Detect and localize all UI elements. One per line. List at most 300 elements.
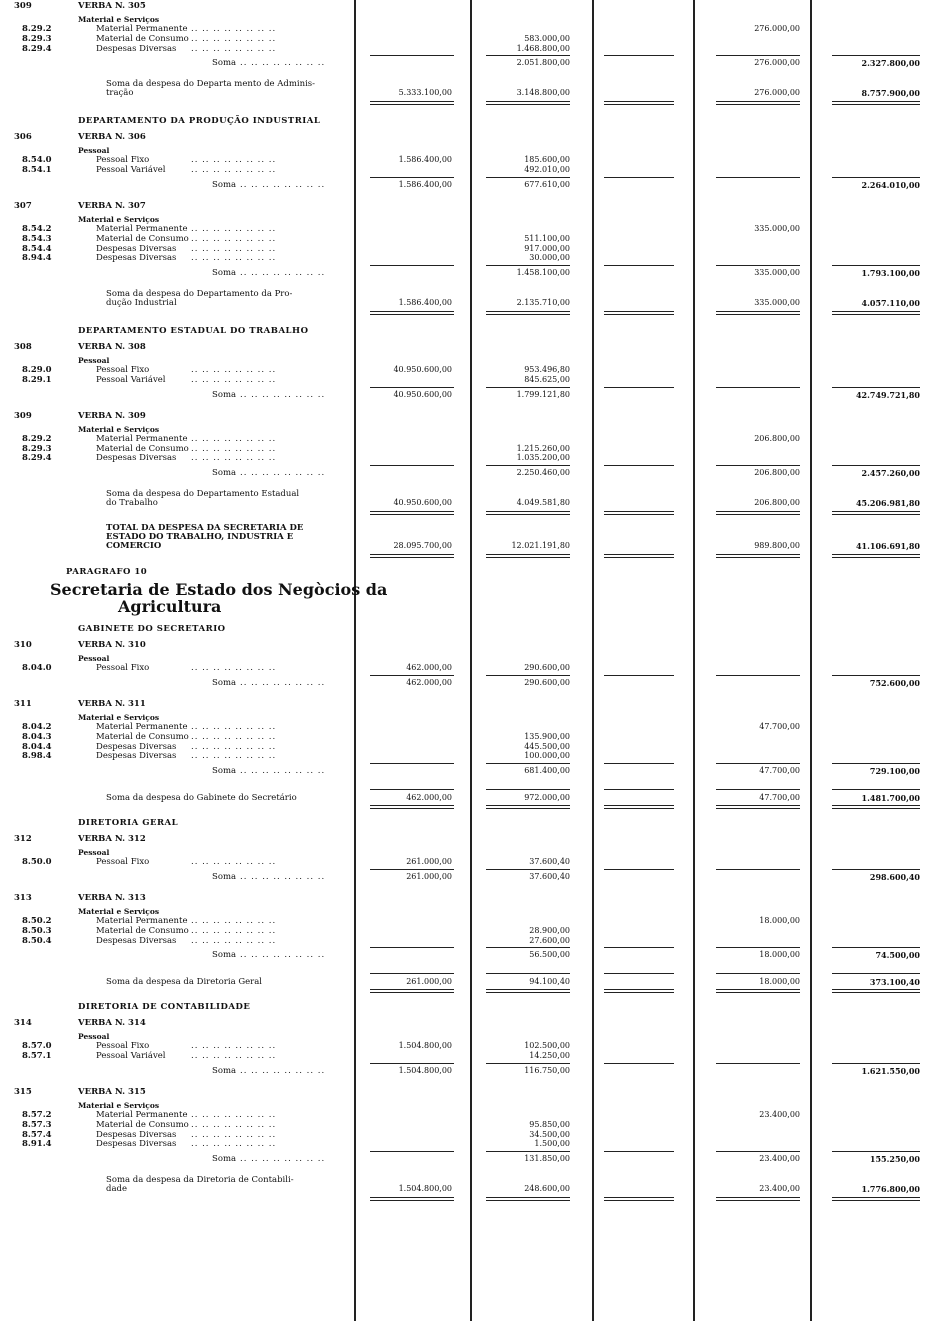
amount-c3: 135.900,00 — [524, 731, 570, 741]
soma-label: Soma — [212, 58, 237, 69]
sum-rule — [486, 101, 570, 102]
leader-dots: .. .. .. .. .. .. .. .. — [191, 857, 277, 868]
sum-rule — [370, 511, 454, 512]
verba-heading: VERBA N. 309 — [78, 410, 146, 421]
leader-dots: .. .. .. .. .. .. .. .. — [191, 663, 277, 674]
leader-dots: .. .. .. .. .. .. .. .. — [240, 678, 326, 688]
amount-c3: 511.100,00 — [524, 233, 570, 243]
line-label: Pessoal Fixo — [96, 365, 150, 376]
line-label: Material Permanente — [96, 433, 188, 444]
line-label: Material Permanente — [96, 1110, 188, 1120]
sum-rule — [370, 55, 454, 56]
amount-c3: 2.250.460,00 — [516, 468, 570, 478]
amount-c2: 5.333.100,00 — [398, 88, 452, 98]
sum-rule — [832, 265, 920, 266]
line-label: Despesas Diversas — [96, 43, 177, 54]
sum-rule — [370, 177, 454, 178]
line-label: Despesas Diversas — [96, 741, 177, 752]
sum-rule — [486, 465, 570, 466]
sum-rule — [604, 101, 674, 102]
amount-c6: 276.000,00 — [754, 24, 800, 33]
amount-c2: 1.586.400,00 — [398, 298, 452, 308]
line-label: Material Permanente — [96, 722, 188, 732]
leader-dots: .. .. .. .. .. .. .. .. — [191, 155, 277, 166]
sum-rule — [716, 763, 800, 764]
subsection-label: Material e Serviços — [78, 1101, 160, 1110]
subsection-label: Pessoal — [78, 146, 110, 156]
line-code: 8.50.2 — [22, 916, 52, 926]
sum-rule — [832, 514, 920, 515]
amount-c7: 2.457.260,00 — [861, 468, 920, 479]
sum-rule — [604, 989, 674, 990]
amount-c3: 1.468.800,00 — [516, 43, 570, 53]
amount-c7: 298.600,40 — [869, 872, 920, 882]
line-label: Pessoal Fixo — [96, 1041, 150, 1052]
sum-rule — [370, 789, 454, 790]
line-code: 8.29.4 — [22, 43, 52, 54]
amount-c2: 40.950.600,00 — [393, 498, 452, 508]
column-rule — [592, 0, 594, 1321]
subsection-label: Pessoal — [78, 654, 110, 664]
sum-rule — [370, 973, 454, 974]
amount-c2: 1.586.400,00 — [398, 180, 452, 189]
item-code: 313 — [14, 893, 32, 903]
line-code: 8.29.3 — [22, 443, 52, 454]
leader-dots: .. .. .. .. .. .. .. .. — [191, 165, 277, 176]
amount-c6: 276.000,00 — [754, 58, 800, 68]
amount-c6: 206.800,00 — [754, 433, 800, 443]
line-label: Pessoal Variável — [96, 1051, 166, 1062]
line-label: Despesas Diversas — [96, 243, 177, 254]
sum-rule — [370, 989, 454, 990]
line-label: Material de Consumo — [96, 33, 189, 44]
department-heading: DIRETORIA GERAL — [78, 818, 179, 829]
amount-c3: 102.500,00 — [524, 1041, 570, 1051]
amount-c6: 23.400,00 — [759, 1184, 800, 1194]
line-code: 8.57.0 — [22, 1041, 52, 1052]
subsection-label: Pessoal — [78, 848, 110, 858]
amount-c3: 28.900,00 — [529, 925, 570, 935]
sum-rule — [370, 1063, 454, 1064]
sum-rule — [486, 104, 570, 105]
leader-dots: .. .. .. .. .. .. .. .. — [191, 1139, 277, 1150]
leader-dots: .. .. .. .. .. .. .. .. — [240, 1154, 326, 1165]
sum-rule — [716, 101, 800, 102]
item-code: 310 — [14, 640, 32, 651]
amount-c3: 94.100,40 — [529, 977, 570, 987]
sum-rule — [832, 387, 920, 388]
amount-c3: 248.600,00 — [524, 1184, 570, 1194]
amount-c3: 95.850,00 — [529, 1119, 570, 1129]
sum-rule — [486, 265, 570, 266]
sum-rule — [370, 387, 454, 388]
total-label: Soma da despesa da Diretoria de Contabili- — [106, 1175, 294, 1186]
sum-rule — [716, 808, 800, 809]
sum-rule — [716, 1063, 800, 1064]
amount-c3: 37.600,40 — [529, 857, 570, 867]
amount-c6: 989.800,00 — [754, 541, 800, 551]
grand-total-label: ESTADO DO TRABALHO, INDUSTRIA E — [106, 532, 294, 543]
soma-label: Soma — [212, 872, 237, 882]
amount-c3: 27.600,00 — [529, 935, 570, 945]
line-code: 8.98.4 — [22, 751, 52, 762]
sum-rule — [370, 763, 454, 764]
secretariat-title: Secretaria de Estado dos Negòcios da — [50, 580, 388, 600]
sum-rule — [716, 992, 800, 993]
line-code: 8.57.1 — [22, 1051, 52, 1062]
item-code: 314 — [14, 1018, 32, 1029]
line-label: Material Permanente — [96, 916, 188, 926]
amount-c7: 1.776.800,00 — [861, 1184, 920, 1195]
sum-rule — [716, 265, 800, 266]
item-code: 312 — [14, 834, 32, 845]
leader-dots: .. .. .. .. .. .. .. .. — [191, 1051, 277, 1062]
amount-c3: 972.000,00 — [524, 793, 570, 803]
amount-c7: 752.600,00 — [869, 678, 920, 688]
amount-c3: 917.000,00 — [524, 243, 570, 253]
amount-c3: 2.051.800,00 — [516, 58, 570, 68]
sum-rule — [832, 947, 920, 948]
subsection-label: Material e Serviços — [78, 424, 160, 434]
amount-c2: 28.095.700,00 — [393, 541, 452, 551]
item-code: 309 — [14, 1, 32, 11]
sum-rule — [486, 177, 570, 178]
line-label: Despesas Diversas — [96, 453, 177, 464]
line-code: 8.29.3 — [22, 33, 52, 44]
subsection-label: Pessoal — [78, 1032, 110, 1042]
column-rule — [354, 0, 356, 1321]
sum-rule — [370, 104, 454, 105]
leader-dots: .. .. .. .. .. .. .. .. — [240, 872, 326, 882]
leader-dots: .. .. .. .. .. .. .. .. — [191, 1041, 277, 1052]
soma-label: Soma — [212, 766, 237, 777]
line-code: 8.54.2 — [22, 224, 52, 234]
sum-rule — [716, 554, 800, 555]
line-label: Despesas Diversas — [96, 1129, 177, 1140]
sum-rule — [604, 554, 674, 555]
line-code: 8.04.4 — [22, 741, 52, 752]
line-code: 8.29.4 — [22, 453, 52, 464]
sum-rule — [832, 557, 920, 558]
subsection-label: Pessoal — [78, 356, 110, 366]
amount-c3: 30.000,00 — [529, 253, 570, 263]
amount-c7: 41.106.691,80 — [855, 541, 920, 552]
sum-rule — [832, 973, 920, 974]
amount-c3: 116.750,00 — [524, 1066, 570, 1075]
sum-rule — [604, 1197, 674, 1198]
sum-rule — [604, 514, 674, 515]
sum-rule — [716, 314, 800, 315]
amount-c2: 261.000,00 — [406, 977, 452, 987]
total-label: dução Industrial — [106, 298, 177, 309]
sum-rule — [370, 314, 454, 315]
soma-label: Soma — [212, 268, 237, 279]
leader-dots: .. .. .. .. .. .. .. .. — [191, 33, 277, 44]
sum-rule — [486, 989, 570, 990]
sum-rule — [716, 789, 800, 790]
amount-c3: 677.610,00 — [524, 180, 570, 189]
sum-rule — [486, 675, 570, 676]
sum-rule — [486, 314, 570, 315]
sum-rule — [604, 55, 674, 56]
line-code: 8.91.4 — [22, 1139, 52, 1150]
sum-rule — [486, 55, 570, 56]
sum-rule — [716, 869, 800, 870]
soma-label: Soma — [212, 180, 237, 190]
sum-rule — [832, 177, 920, 178]
leader-dots: .. .. .. .. .. .. .. .. — [240, 468, 326, 479]
sum-rule — [716, 675, 800, 676]
leader-dots: .. .. .. .. .. .. .. .. — [240, 268, 326, 279]
amount-c2: 261.000,00 — [406, 857, 452, 867]
line-code: 8.57.3 — [22, 1119, 52, 1130]
soma-label: Soma — [212, 468, 237, 479]
amount-c6: 335.000,00 — [754, 268, 800, 278]
sum-rule — [370, 1197, 454, 1198]
verba-heading: VERBA N. 310 — [78, 640, 146, 651]
sum-rule — [486, 808, 570, 809]
sum-rule — [716, 104, 800, 105]
subsection-label: Material e Serviços — [78, 907, 160, 916]
line-label: Pessoal Variável — [96, 165, 166, 176]
department-heading: DIRETORIA DE CONTABILIDADE — [78, 1002, 251, 1013]
sum-rule — [370, 265, 454, 266]
sum-rule — [370, 465, 454, 466]
amount-c3: 1.799.121,80 — [516, 389, 570, 399]
sum-rule — [832, 992, 920, 993]
sum-rule — [716, 311, 800, 312]
amount-c3: 4.049.581,80 — [516, 498, 570, 508]
leader-dots: .. .. .. .. .. .. .. .. — [191, 751, 277, 762]
leader-dots: .. .. .. .. .. .. .. .. — [240, 180, 326, 190]
sum-rule — [604, 675, 674, 676]
amount-c3: 37.600,40 — [529, 872, 570, 881]
sum-rule — [832, 805, 920, 806]
leader-dots: .. .. .. .. .. .. .. .. — [191, 243, 277, 254]
amount-c2: 462.000,00 — [406, 793, 452, 803]
line-label: Pessoal Fixo — [96, 857, 150, 868]
soma-label: Soma — [212, 1154, 237, 1165]
amount-c7: 373.100,40 — [869, 977, 920, 988]
total-label: do Trabalho — [106, 498, 158, 509]
leader-dots: .. .. .. .. .. .. .. .. — [191, 43, 277, 54]
line-label: Material de Consumo — [96, 1119, 189, 1130]
amount-c3: 12.021.191,80 — [511, 541, 570, 551]
line-code: 8.50.3 — [22, 925, 52, 936]
sum-rule — [604, 177, 674, 178]
amount-c7: 42.749.721,80 — [855, 389, 920, 400]
amount-c3: 3.148.800,00 — [516, 88, 570, 98]
amount-c3: 34.500,00 — [529, 1129, 570, 1139]
grand-total-label: TOTAL DA DESPESA DA SECRETARIA DE — [106, 523, 304, 534]
sum-rule — [832, 789, 920, 790]
line-label: Despesas Diversas — [96, 253, 177, 264]
leader-dots: .. .. .. .. .. .. .. .. — [191, 1129, 277, 1140]
sum-rule — [486, 1151, 570, 1152]
total-label: Soma da despesa da Diretoria Geral — [106, 977, 263, 988]
amount-c3: 14.250,00 — [529, 1051, 570, 1061]
amount-c2: 1.504.800,00 — [398, 1184, 452, 1194]
sum-rule — [832, 989, 920, 990]
amount-c7: 1.793.100,00 — [861, 268, 920, 279]
sum-rule — [604, 869, 674, 870]
amount-c3: 953.496,80 — [524, 365, 570, 375]
amount-c7: 74.500,00 — [875, 950, 920, 961]
sum-rule — [832, 511, 920, 512]
verba-heading: VERBA N. 312 — [78, 834, 146, 845]
leader-dots: .. .. .. .. .. .. .. .. — [191, 433, 277, 444]
total-label: Soma da despesa do Gabinete do Secretário — [106, 793, 297, 804]
line-code: 8.04.3 — [22, 731, 52, 742]
sum-rule — [604, 511, 674, 512]
soma-label: Soma — [212, 1066, 237, 1076]
sum-rule — [716, 805, 800, 806]
sum-rule — [604, 1063, 674, 1064]
sum-rule — [370, 557, 454, 558]
sum-rule — [370, 514, 454, 515]
leader-dots: .. .. .. .. .. .. .. .. — [191, 443, 277, 454]
leader-dots: .. .. .. .. .. .. .. .. — [191, 375, 277, 385]
line-label: Pessoal Fixo — [96, 663, 150, 674]
amount-c6: 276.000,00 — [754, 88, 800, 98]
amount-c6: 47.700,00 — [759, 766, 800, 776]
line-code: 8.54.3 — [22, 233, 52, 244]
sum-rule — [486, 557, 570, 558]
department-heading: DEPARTAMENTO DA PRODUÇÃO INDUSTRIAL — [78, 116, 321, 127]
line-label: Material de Consumo — [96, 925, 189, 936]
sum-rule — [370, 805, 454, 806]
amount-c3: 681.400,00 — [524, 766, 570, 776]
amount-c6: 206.800,00 — [754, 468, 800, 478]
total-label: Soma da despesa do Departa mento de Adminis- — [106, 79, 316, 90]
sum-rule — [716, 1200, 800, 1201]
sum-rule — [370, 869, 454, 870]
sum-rule — [832, 1151, 920, 1152]
line-code: 8.04.0 — [22, 663, 52, 674]
sum-rule — [370, 311, 454, 312]
amount-c2: 1.504.800,00 — [398, 1041, 452, 1051]
sum-rule — [832, 1197, 920, 1198]
sum-rule — [716, 465, 800, 466]
sum-rule — [716, 947, 800, 948]
sum-rule — [716, 387, 800, 388]
line-label: Material Permanente — [96, 24, 188, 34]
leader-dots: .. .. .. .. .. .. .. .. — [191, 1110, 277, 1120]
amount-c7: 729.100,00 — [869, 766, 920, 777]
sum-rule — [716, 55, 800, 56]
amount-c7: 1.621.550,00 — [861, 1066, 920, 1076]
sum-rule — [604, 763, 674, 764]
amount-c3: 845.625,00 — [524, 375, 570, 384]
amount-c6: 335.000,00 — [754, 224, 800, 233]
leader-dots: .. .. .. .. .. .. .. .. — [191, 741, 277, 752]
leader-dots: .. .. .. .. .. .. .. .. — [191, 365, 277, 376]
sum-rule — [604, 1151, 674, 1152]
amount-c3: 1.500,00 — [534, 1139, 570, 1149]
verba-heading: VERBA N. 314 — [78, 1018, 146, 1029]
sum-rule — [486, 1197, 570, 1198]
soma-label: Soma — [212, 950, 237, 961]
amount-c3: 2.135.710,00 — [516, 298, 570, 308]
verba-heading: VERBA N. 306 — [78, 132, 146, 143]
leader-dots: .. .. .. .. .. .. .. .. — [191, 224, 277, 234]
soma-label: Soma — [212, 389, 237, 400]
verba-heading: VERBA N. 307 — [78, 201, 146, 211]
sum-rule — [832, 675, 920, 676]
subsection-label: Material e Serviços — [78, 15, 160, 24]
soma-label: Soma — [212, 678, 237, 688]
secretariat-title: Agricultura — [118, 597, 222, 617]
amount-c6: 206.800,00 — [754, 498, 800, 508]
amount-c3: 100.000,00 — [524, 751, 570, 761]
amount-c2: 462.000,00 — [406, 663, 452, 673]
line-label: Pessoal Variável — [96, 375, 166, 385]
amount-c3: 56.500,00 — [529, 950, 570, 960]
department-heading: GABINETE DO SECRETARIO — [78, 624, 226, 635]
sum-rule — [370, 992, 454, 993]
leader-dots: .. .. .. .. .. .. .. .. — [240, 950, 326, 961]
amount-c2: 462.000,00 — [406, 678, 452, 687]
leader-dots: .. .. .. .. .. .. .. .. — [191, 453, 277, 464]
line-code: 8.50.4 — [22, 935, 52, 946]
leader-dots: .. .. .. .. .. .. .. .. — [191, 233, 277, 244]
amount-c3: 445.500,00 — [524, 741, 570, 751]
sum-rule — [486, 1200, 570, 1201]
amount-c3: 1.035.200,00 — [516, 453, 570, 463]
amount-c3: 131.850,00 — [524, 1154, 570, 1164]
leader-dots: .. .. .. .. .. .. .. .. — [240, 389, 326, 400]
sum-rule — [486, 869, 570, 870]
amount-c2: 1.504.800,00 — [398, 1066, 452, 1075]
sum-rule — [716, 973, 800, 974]
sum-rule — [716, 1197, 800, 1198]
sum-rule — [604, 465, 674, 466]
line-code: 8.29.2 — [22, 24, 52, 34]
sum-rule — [604, 1200, 674, 1201]
amount-c3: 492.010,00 — [524, 165, 570, 175]
sum-rule — [486, 511, 570, 512]
amount-c3: 290.600,00 — [524, 678, 570, 687]
amount-c6: 18.000,00 — [759, 977, 800, 987]
leader-dots: .. .. .. .. .. .. .. .. — [191, 925, 277, 936]
leader-dots: .. .. .. .. .. .. .. .. — [191, 731, 277, 742]
sum-rule — [832, 1063, 920, 1064]
verba-heading: VERBA N. 315 — [78, 1087, 146, 1097]
line-code: 8.29.2 — [22, 433, 52, 444]
line-code: 8.57.2 — [22, 1110, 52, 1120]
amount-c7: 2.327.800,00 — [861, 58, 920, 69]
line-code: 8.50.0 — [22, 857, 52, 868]
sum-rule — [486, 311, 570, 312]
amount-c3: 1.215.260,00 — [516, 443, 570, 453]
sum-rule — [716, 511, 800, 512]
item-code: 311 — [14, 699, 32, 709]
leader-dots: .. .. .. .. .. .. .. .. — [191, 722, 277, 732]
total-label: dade — [106, 1184, 127, 1195]
line-label: Material de Consumo — [96, 233, 189, 244]
amount-c6: 47.700,00 — [759, 793, 800, 803]
sum-rule — [716, 557, 800, 558]
total-label: tração — [106, 88, 134, 99]
amount-c7: 8.757.900,00 — [861, 88, 920, 99]
leader-dots: .. .. .. .. .. .. .. .. — [191, 253, 277, 264]
leader-dots: .. .. .. .. .. .. .. .. — [240, 766, 326, 777]
amount-c2: 1.586.400,00 — [398, 155, 452, 165]
amount-c2: 40.950.600,00 — [393, 389, 452, 399]
line-label: Material de Consumo — [96, 443, 189, 454]
amount-c7: 1.481.700,00 — [861, 793, 920, 804]
amount-c3: 290.600,00 — [524, 663, 570, 673]
